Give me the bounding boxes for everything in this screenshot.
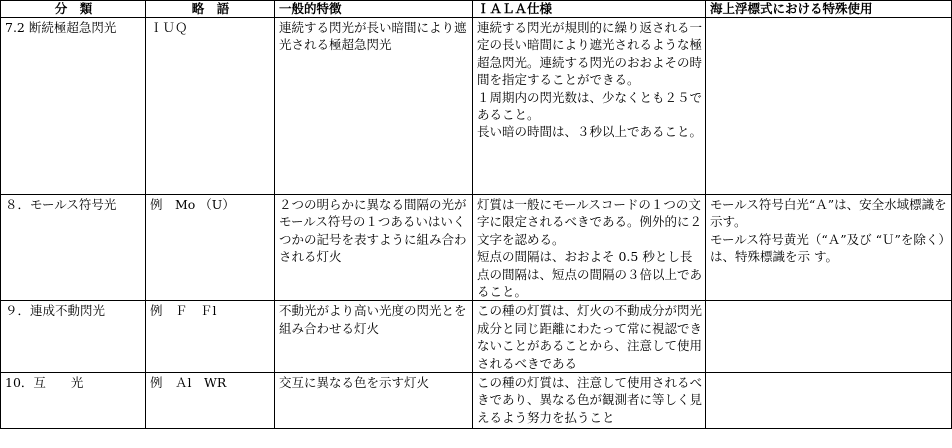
- iala-paragraph: 灯質は一般にモールスコードの１つの文字に限定されるべきである。例外的に２文字を認める。: [477, 197, 703, 247]
- header-special-use: 海上浮標式における特殊使用: [706, 1, 952, 18]
- classification-cell: ８．モールス符号光: [1, 195, 146, 301]
- header-row: [1, 1, 952, 18]
- table-row: [1, 301, 952, 373]
- iala-paragraph: この種の灯質は、灯火の不動成分が閃光成分と同じ距離にわたって常に視認できないことがあることから、注意して使用されるべきである: [477, 303, 703, 371]
- special-use-cell: [706, 301, 952, 373]
- classification-cell: 7.2 断続極超急閃光: [1, 18, 146, 195]
- special-use-paragraph: モールス符号白光“Ａ”は、安全水域標識を示す。: [710, 197, 947, 230]
- abbreviation-cell: 例 Ａl WR: [146, 373, 275, 429]
- table-row: [1, 18, 952, 195]
- special-use-paragraph: モールス符号黄光（“Ａ”及び “Ｕ”を除く）は、特殊標識を示 す。: [710, 231, 945, 265]
- iala-paragraph: 連続する閃光が規則的に繰り返される一定の長い暗間により遮光されるような極超急閃光。連続する閃光のおおよその時間を指定することができる。: [477, 20, 703, 88]
- iala-paragraph: 長い暗の時間は、３秒以上であること。: [477, 124, 703, 140]
- classification-cell: ９．連成不動閃光: [1, 301, 146, 373]
- table-row: [1, 195, 952, 301]
- iala-cell: [473, 301, 706, 373]
- iala-paragraph: この種の灯質は、注意して使用されるべきであり、異なる色が観測者に等しく見えるよう努力を払うこと: [477, 375, 703, 425]
- general-cell: 不動光がより高い光度の閃光とを組み合わせる灯火: [275, 301, 473, 373]
- abbreviation-cell: 例 Ｆ Ｆl: [146, 301, 275, 373]
- iala-cell: [473, 373, 706, 429]
- header-abbreviation: 略 語: [146, 1, 275, 18]
- general-cell: 連続する閃光が長い暗間により遮光される極超急閃光: [275, 18, 473, 195]
- iala-cell: [473, 18, 706, 195]
- iala-paragraph: 短点の間隔は、おおよそ 0.5 秒とし長点の間隔は、短点の間隔の３倍以上であること。: [477, 249, 703, 300]
- header-iala-specification: ＩＡＬＡ仕様: [473, 1, 706, 18]
- classification-cell: 10．互 光: [1, 373, 146, 429]
- special-use-cell: [706, 373, 952, 429]
- iala-cell: [473, 195, 706, 301]
- abbreviation-cell: ＩＵＱ: [146, 18, 275, 195]
- iala-paragraph: １周期内の閃光数は、少なくとも２５であること。: [477, 89, 703, 123]
- general-cell: ２つの明らかに異なる間隔の光がモールス符号の１つあるいはいくつかの記号を表すように組み合わされる灯火: [275, 195, 473, 301]
- table-row: [1, 373, 952, 429]
- abbreviation-cell: 例 Mo （U）: [146, 195, 275, 301]
- special-use-cell: [706, 18, 952, 195]
- general-cell: 交互に異なる色を示す灯火: [275, 373, 473, 429]
- special-use-cell: [706, 195, 952, 301]
- header-general-characteristics: 一般的特徴: [275, 1, 473, 18]
- header-classification: 分 類: [1, 1, 146, 18]
